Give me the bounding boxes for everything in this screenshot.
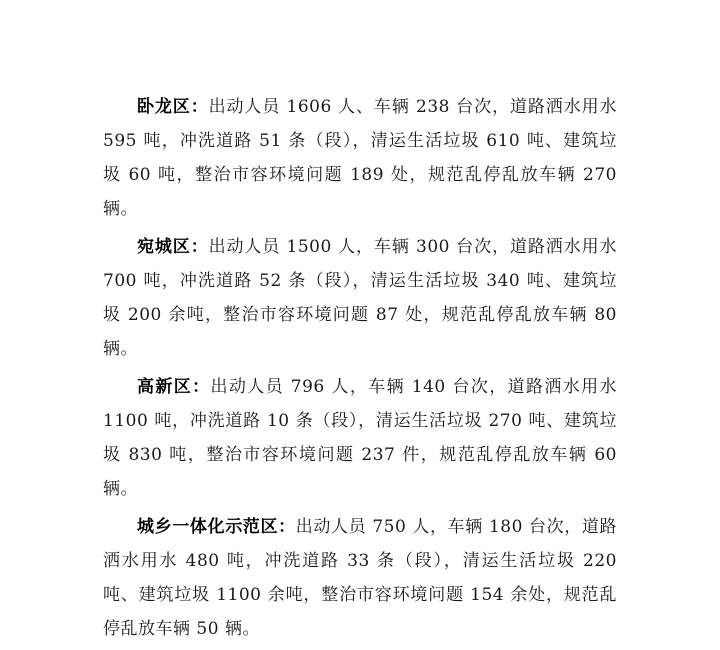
- district-name-wancheng: 宛城区：: [137, 237, 209, 257]
- paragraph-gaoxin: [103, 370, 617, 506]
- paragraph-text-wolong: 出动人员 1606 人、车辆 238 台次，道路洒水用水 595 吨，冲洗道路 51 条（段），清运生活垃圾 610 吨、建筑垃圾 60 吨，整治市容环境问题 189 处，规范乱停乱放车辆 270 辆。: [103, 97, 618, 219]
- district-name-gaoxin: 高新区：: [137, 377, 211, 397]
- paragraph-text-wancheng: 出动人员 1500 人，车辆 300 台次，道路洒水用水 700 吨，冲洗道路 52 条（段），清运生活垃圾 340 吨、建筑垃圾 200 余吨，整治市容环境问题 87 处，规范乱停乱放车辆 80 辆。: [103, 237, 618, 359]
- paragraph-text-gaoxin: 出动人员 796 人，车辆 140 台次，道路洒水用水 1100 吨，冲洗道路 10 条（段），清运生活垃圾 270 吨、建筑垃圾 830 吨，整治市容环境问题 237 件，规范乱停乱放车辆 60 辆。: [103, 377, 617, 499]
- paragraph-wolong: [103, 90, 617, 226]
- document-body: [103, 90, 617, 650]
- paragraph-wancheng: [103, 230, 617, 366]
- district-name-wolong: 卧龙区：: [137, 97, 209, 117]
- paragraph-text-demonstration-zone: 出动人员 750 人，车辆 180 台次，道路洒水用水 480 吨，冲洗道路 33 条（段），清运生活垃圾 220 吨、建筑垃圾 1100 余吨，整治市容环境问题 154 余处，规范乱停乱放车辆 50 辆。: [103, 517, 618, 639]
- district-name-demonstration-zone: 城乡一体化示范区：: [137, 517, 296, 537]
- paragraph-demonstration-zone: [103, 510, 617, 646]
